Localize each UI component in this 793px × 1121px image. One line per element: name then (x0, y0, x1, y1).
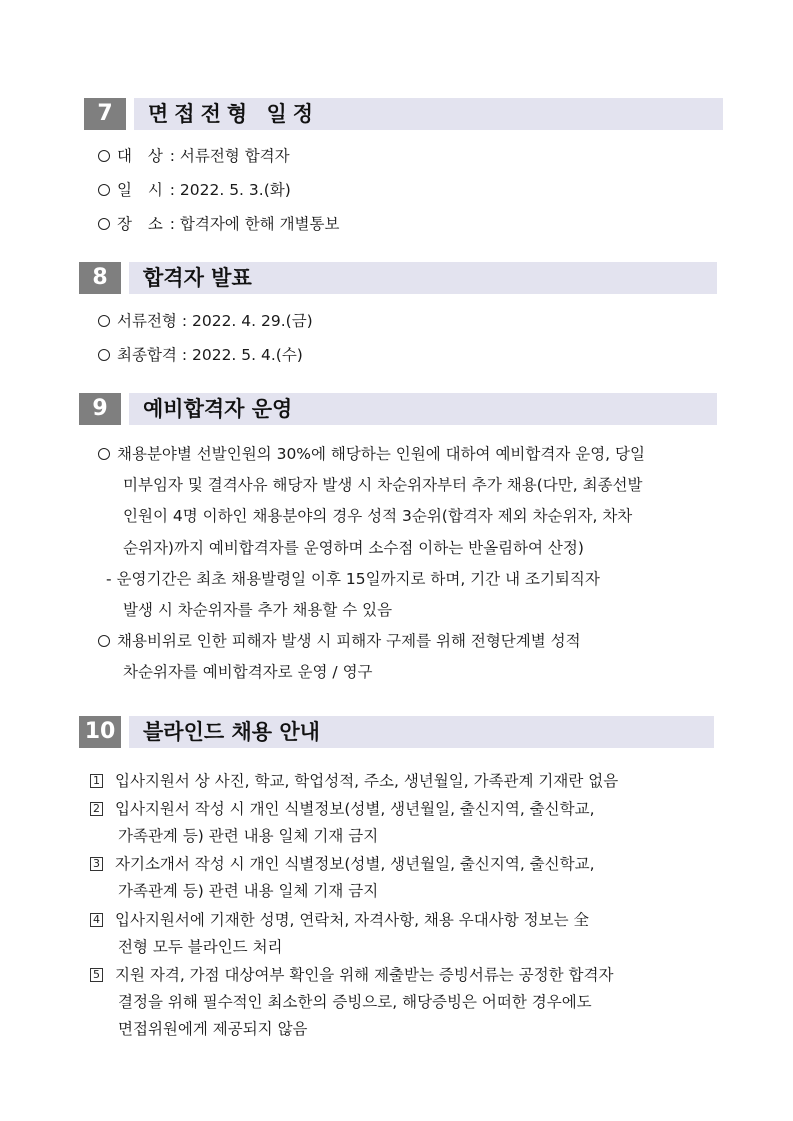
item-label: 서류전형 (117, 312, 177, 330)
item-value: 2022. 5. 3.(화) (179, 181, 291, 199)
number-box-icon: 2 (90, 802, 103, 816)
circle-bullet-icon (98, 315, 110, 327)
list-item-text: 입사지원서 작성 시 개인 식별정보(성별, 생년월일, 출신지역, 출신학교, (115, 800, 595, 818)
section-number: 7 (84, 98, 126, 130)
item-value: 2022. 5. 4.(수) (191, 346, 303, 364)
list-item-text: 전형 모두 블라인드 처리 (118, 938, 283, 956)
item-label: 장 소 (117, 215, 165, 233)
list-item-text: 입사지원서에 기재한 성명, 연락처, 자격사항, 채용 우대사항 정보는 全 (115, 911, 589, 929)
item-value: 2022. 4. 29.(금) (191, 312, 313, 330)
section-title: 합격자 발표 (129, 262, 717, 294)
paragraph-line: 발생 시 차순위자를 추가 채용할 수 있음 (123, 601, 393, 619)
item-separator: : (164, 215, 180, 233)
list-item-text: 면접위원에게 제공되지 않음 (118, 1020, 308, 1038)
section-10-header (79, 716, 714, 748)
paragraph-line: 인원이 4명 이하인 채용분야의 경우 성적 3순위(합격자 제외 차순위자, 차차 (123, 507, 633, 525)
list-item-text: 가족관계 등) 관련 내용 일체 기재 금지 (118, 882, 379, 900)
item-label: 대 상 (117, 147, 165, 165)
item-separator: : (176, 346, 192, 364)
number-box-icon: 3 (90, 857, 103, 871)
list-item-text: 가족관계 등) 관련 내용 일체 기재 금지 (118, 827, 379, 845)
item-separator: : (164, 147, 180, 165)
item-value: 서류전형 합격자 (179, 147, 290, 165)
list-item-text: 입사지원서 상 사진, 학교, 학업성적, 주소, 생년월일, 가족관계 기재란 없음 (115, 772, 619, 790)
section-number: 9 (79, 393, 121, 425)
paragraph-line (98, 444, 645, 464)
list-item-text: 자기소개서 작성 시 개인 식별정보(성별, 생년월일, 출신지역, 출신학교, (115, 855, 595, 873)
paragraph-text: 채용분야별 선발인원의 30%에 해당하는 인원에 대하여 예비합격자 운영, 당일 (117, 445, 645, 463)
item-label: 일 시 (117, 181, 165, 199)
circle-bullet-icon (98, 218, 110, 230)
paragraph-line: - 운영기간은 최초 채용발령일 이후 15일까지로 하며, 기간 내 조기퇴직자 (106, 570, 600, 588)
paragraph-line (98, 631, 581, 651)
circle-bullet-icon (98, 349, 110, 361)
section-title: 블라인드 채용 안내 (129, 716, 714, 748)
section-number: 10 (79, 716, 121, 748)
item-value: 합격자에 한해 개별통보 (179, 215, 340, 233)
circle-bullet-icon (98, 448, 110, 460)
list-item-text: 결정을 위해 필수적인 최소한의 증빙으로, 해당증빙은 어떠한 경우에도 (118, 993, 592, 1011)
circle-bullet-icon (98, 150, 110, 162)
section-7-header (84, 98, 723, 130)
circle-bullet-icon (98, 635, 110, 647)
section-8-header (79, 262, 717, 294)
section-9-header (79, 393, 717, 425)
paragraph-line: 미부임자 및 결격사유 해당자 발생 시 차순위자부터 추가 채용(다만, 최종선발 (123, 476, 643, 494)
circle-bullet-icon (98, 184, 110, 196)
section-title: 면접전형 일정 (134, 98, 723, 130)
item-separator: : (164, 181, 180, 199)
item-separator: : (176, 312, 192, 330)
list-item (98, 180, 291, 200)
item-label: 최종합격 (117, 346, 177, 364)
number-box-icon: 1 (90, 774, 103, 788)
list-item (98, 345, 303, 365)
list-item-text: 지원 자격, 가점 대상여부 확인을 위해 제출받는 증빙서류는 공정한 합격자 (115, 966, 614, 984)
section-title: 예비합격자 운영 (129, 393, 717, 425)
number-box-icon: 5 (90, 968, 103, 982)
number-box-icon: 4 (90, 913, 103, 927)
paragraph-line: 차순위자를 예비합격자로 운영 / 영구 (123, 663, 373, 681)
list-item (98, 214, 339, 234)
paragraph-text: 채용비위로 인한 피해자 발생 시 피해자 구제를 위해 전형단계별 성적 (117, 632, 581, 650)
paragraph-line: 순위자)까지 예비합격자를 운영하며 소수점 이하는 반올림하여 산정) (123, 539, 584, 557)
list-item (98, 146, 290, 166)
section-number: 8 (79, 262, 121, 294)
list-item (98, 311, 313, 331)
